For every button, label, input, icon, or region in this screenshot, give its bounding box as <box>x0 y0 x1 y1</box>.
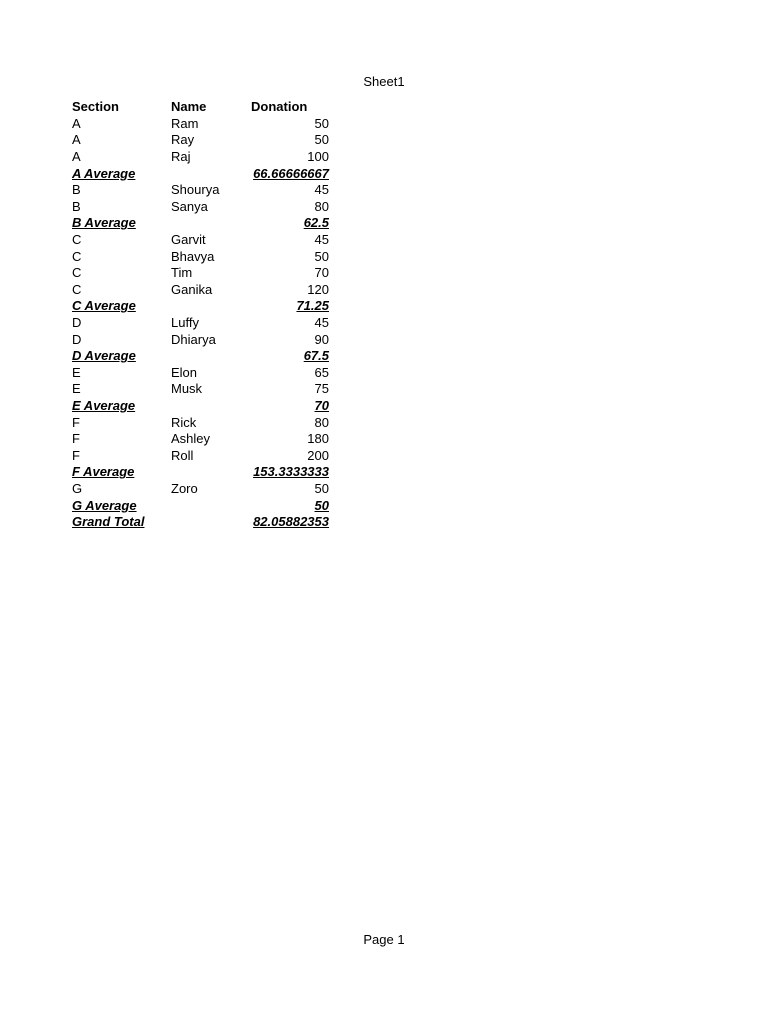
cell-section-text: E <box>72 381 81 397</box>
cell-donation-text: 90 <box>314 331 329 347</box>
cell-name-text: Zoro <box>171 480 198 496</box>
cell-section <box>72 149 171 166</box>
table-row <box>72 265 329 282</box>
cell-name <box>171 464 251 481</box>
cell-donation-text: 62.5 <box>303 215 329 231</box>
cell-section-text: E Average <box>72 397 136 413</box>
table-summary-row <box>72 165 329 182</box>
table-row <box>72 331 329 348</box>
cell-section-text: B <box>72 182 81 198</box>
cell-donation-text: 71.25 <box>296 298 329 314</box>
cell-section-text: C <box>72 281 82 297</box>
cell-section-text: F <box>72 431 80 447</box>
cell-section <box>72 381 171 398</box>
cell-donation <box>251 182 329 199</box>
table-row <box>72 315 329 332</box>
table-row <box>72 132 329 149</box>
cell-section <box>72 497 171 514</box>
sheet-title: Sheet1 <box>363 74 405 89</box>
cell-donation-text: 180 <box>307 431 329 447</box>
cell-name <box>171 315 251 332</box>
cell-donation-text: 67.5 <box>303 348 329 364</box>
cell-donation <box>251 365 329 382</box>
cell-name-text: Garvit <box>171 232 206 248</box>
cell-donation <box>251 348 329 365</box>
cell-donation <box>251 381 329 398</box>
cell-donation <box>251 165 329 182</box>
cell-donation-text: 75 <box>314 381 329 397</box>
cell-donation-text: 45 <box>314 182 329 198</box>
cell-name <box>171 182 251 199</box>
cell-section <box>72 431 171 448</box>
cell-donation-text: 82.05882353 <box>253 514 329 530</box>
cell-section-text: A Average <box>72 165 136 181</box>
cell-section-text: F <box>72 414 80 430</box>
cell-name-text: Ray <box>171 132 195 148</box>
cell-name <box>171 365 251 382</box>
cell-name <box>171 431 251 448</box>
cell-name-text: Rick <box>171 414 197 430</box>
cell-donation <box>251 414 329 431</box>
cell-donation-text: 200 <box>307 447 329 463</box>
table-row <box>72 365 329 382</box>
cell-donation-text: 153.3333333 <box>253 464 329 480</box>
cell-donation <box>251 132 329 149</box>
table-row <box>72 282 329 299</box>
cell-donation <box>251 481 329 498</box>
table-summary-row <box>72 398 329 415</box>
cell-section-text: B <box>72 198 81 214</box>
cell-donation-text: 65 <box>314 364 329 380</box>
cell-section <box>72 464 171 481</box>
cell-donation-text: 50 <box>314 132 329 148</box>
page-number: Page 1 <box>363 932 405 947</box>
cell-donation <box>251 215 329 232</box>
cell-donation-text: 70 <box>314 397 329 413</box>
cell-donation-text: 120 <box>307 281 329 297</box>
cell-name-text: Elon <box>171 364 198 380</box>
cell-section <box>72 199 171 216</box>
cell-donation <box>251 116 329 133</box>
cell-name <box>171 298 251 315</box>
cell-section-text: A <box>72 115 81 131</box>
cell-name-text: Ashley <box>171 431 211 447</box>
cell-section <box>72 298 171 315</box>
table-row <box>72 414 329 431</box>
cell-donation <box>251 497 329 514</box>
cell-name <box>171 331 251 348</box>
cell-donation-text: 45 <box>314 232 329 248</box>
cell-name-text: Musk <box>171 381 203 397</box>
cell-donation <box>251 282 329 299</box>
cell-name <box>171 132 251 149</box>
table-header-row <box>72 99 329 116</box>
table-row <box>72 431 329 448</box>
table-row <box>72 182 329 199</box>
column-header-name: Name <box>171 99 207 115</box>
cell-name <box>171 215 251 232</box>
cell-donation-text: 50 <box>314 497 329 513</box>
cell-name-text: Luffy <box>171 315 199 331</box>
cell-donation <box>251 447 329 464</box>
cell-section-text: F Average <box>72 464 135 480</box>
cell-section <box>72 398 171 415</box>
cell-donation <box>251 398 329 415</box>
table-summary-row <box>72 298 329 315</box>
cell-section-text: F <box>72 447 80 463</box>
cell-donation-text: 66.66666667 <box>253 165 329 181</box>
donation-table <box>72 99 329 530</box>
cell-donation <box>251 149 329 166</box>
table-body <box>72 116 329 531</box>
cell-section-text: C <box>72 232 82 248</box>
table-summary-row <box>72 514 329 531</box>
column-header-section: Section <box>72 99 119 115</box>
cell-section <box>72 116 171 133</box>
cell-donation <box>251 199 329 216</box>
cell-donation-text: 50 <box>314 480 329 496</box>
cell-section <box>72 414 171 431</box>
cell-name-text: Tim <box>171 265 193 281</box>
cell-donation <box>251 248 329 265</box>
cell-section <box>72 514 171 531</box>
table-summary-row <box>72 215 329 232</box>
cell-name <box>171 481 251 498</box>
table-row <box>72 199 329 216</box>
cell-section-text: G <box>72 480 83 496</box>
cell-section <box>72 348 171 365</box>
cell-name <box>171 165 251 182</box>
cell-section <box>72 365 171 382</box>
cell-name <box>171 149 251 166</box>
cell-donation <box>251 298 329 315</box>
table-row <box>72 447 329 464</box>
cell-section-text: B Average <box>72 215 136 231</box>
table-row <box>72 116 329 133</box>
cell-section <box>72 132 171 149</box>
cell-name <box>171 116 251 133</box>
cell-section-text: C Average <box>72 298 136 314</box>
cell-name <box>171 398 251 415</box>
cell-donation <box>251 514 329 531</box>
cell-donation-text: 100 <box>307 149 329 165</box>
cell-section <box>72 248 171 265</box>
cell-name-text: Shourya <box>171 182 220 198</box>
cell-section <box>72 215 171 232</box>
cell-donation <box>251 265 329 282</box>
cell-name-text: Bhavya <box>171 248 215 264</box>
cell-donation-text: 80 <box>314 414 329 430</box>
cell-name-text: Ganika <box>171 281 213 297</box>
cell-name <box>171 348 251 365</box>
table-row <box>72 381 329 398</box>
cell-section <box>72 315 171 332</box>
cell-section <box>72 232 171 249</box>
cell-donation <box>251 315 329 332</box>
cell-name <box>171 514 251 531</box>
cell-section <box>72 282 171 299</box>
column-header-donation: Donation <box>251 99 308 115</box>
cell-donation <box>251 232 329 249</box>
cell-name-text: Raj <box>171 149 191 165</box>
cell-section-text: Grand Total <box>72 514 145 530</box>
cell-section-text: E <box>72 364 81 380</box>
table-row <box>72 248 329 265</box>
cell-section-text: A <box>72 132 81 148</box>
cell-name <box>171 282 251 299</box>
cell-section-text: A <box>72 149 81 165</box>
table-summary-row <box>72 348 329 365</box>
table-row <box>72 149 329 166</box>
cell-name <box>171 232 251 249</box>
cell-name <box>171 381 251 398</box>
cell-donation <box>251 431 329 448</box>
cell-name <box>171 265 251 282</box>
table-summary-row <box>72 497 329 514</box>
cell-section-text: D <box>72 315 82 331</box>
cell-donation-text: 70 <box>314 265 329 281</box>
cell-donation <box>251 331 329 348</box>
cell-donation-text: 50 <box>314 115 329 131</box>
cell-name-text: Dhiarya <box>171 331 216 347</box>
cell-section-text: D <box>72 331 82 347</box>
cell-section <box>72 182 171 199</box>
cell-section-text: C <box>72 248 82 264</box>
cell-section <box>72 165 171 182</box>
cell-name <box>171 199 251 216</box>
cell-name-text: Roll <box>171 447 194 463</box>
cell-section <box>72 481 171 498</box>
cell-name-text: Ram <box>171 115 199 131</box>
table-row <box>72 481 329 498</box>
cell-section-text: C <box>72 265 82 281</box>
cell-donation <box>251 464 329 481</box>
cell-name <box>171 248 251 265</box>
cell-donation-text: 80 <box>314 198 329 214</box>
cell-section-text: D Average <box>72 348 136 364</box>
table-summary-row <box>72 464 329 481</box>
cell-name-text: Sanya <box>171 198 208 214</box>
table-row <box>72 232 329 249</box>
cell-section <box>72 447 171 464</box>
cell-donation-text: 45 <box>314 315 329 331</box>
cell-name <box>171 497 251 514</box>
cell-name <box>171 414 251 431</box>
cell-name <box>171 447 251 464</box>
cell-section-text: G Average <box>72 497 137 513</box>
cell-section <box>72 331 171 348</box>
cell-donation-text: 50 <box>314 248 329 264</box>
cell-section <box>72 265 171 282</box>
